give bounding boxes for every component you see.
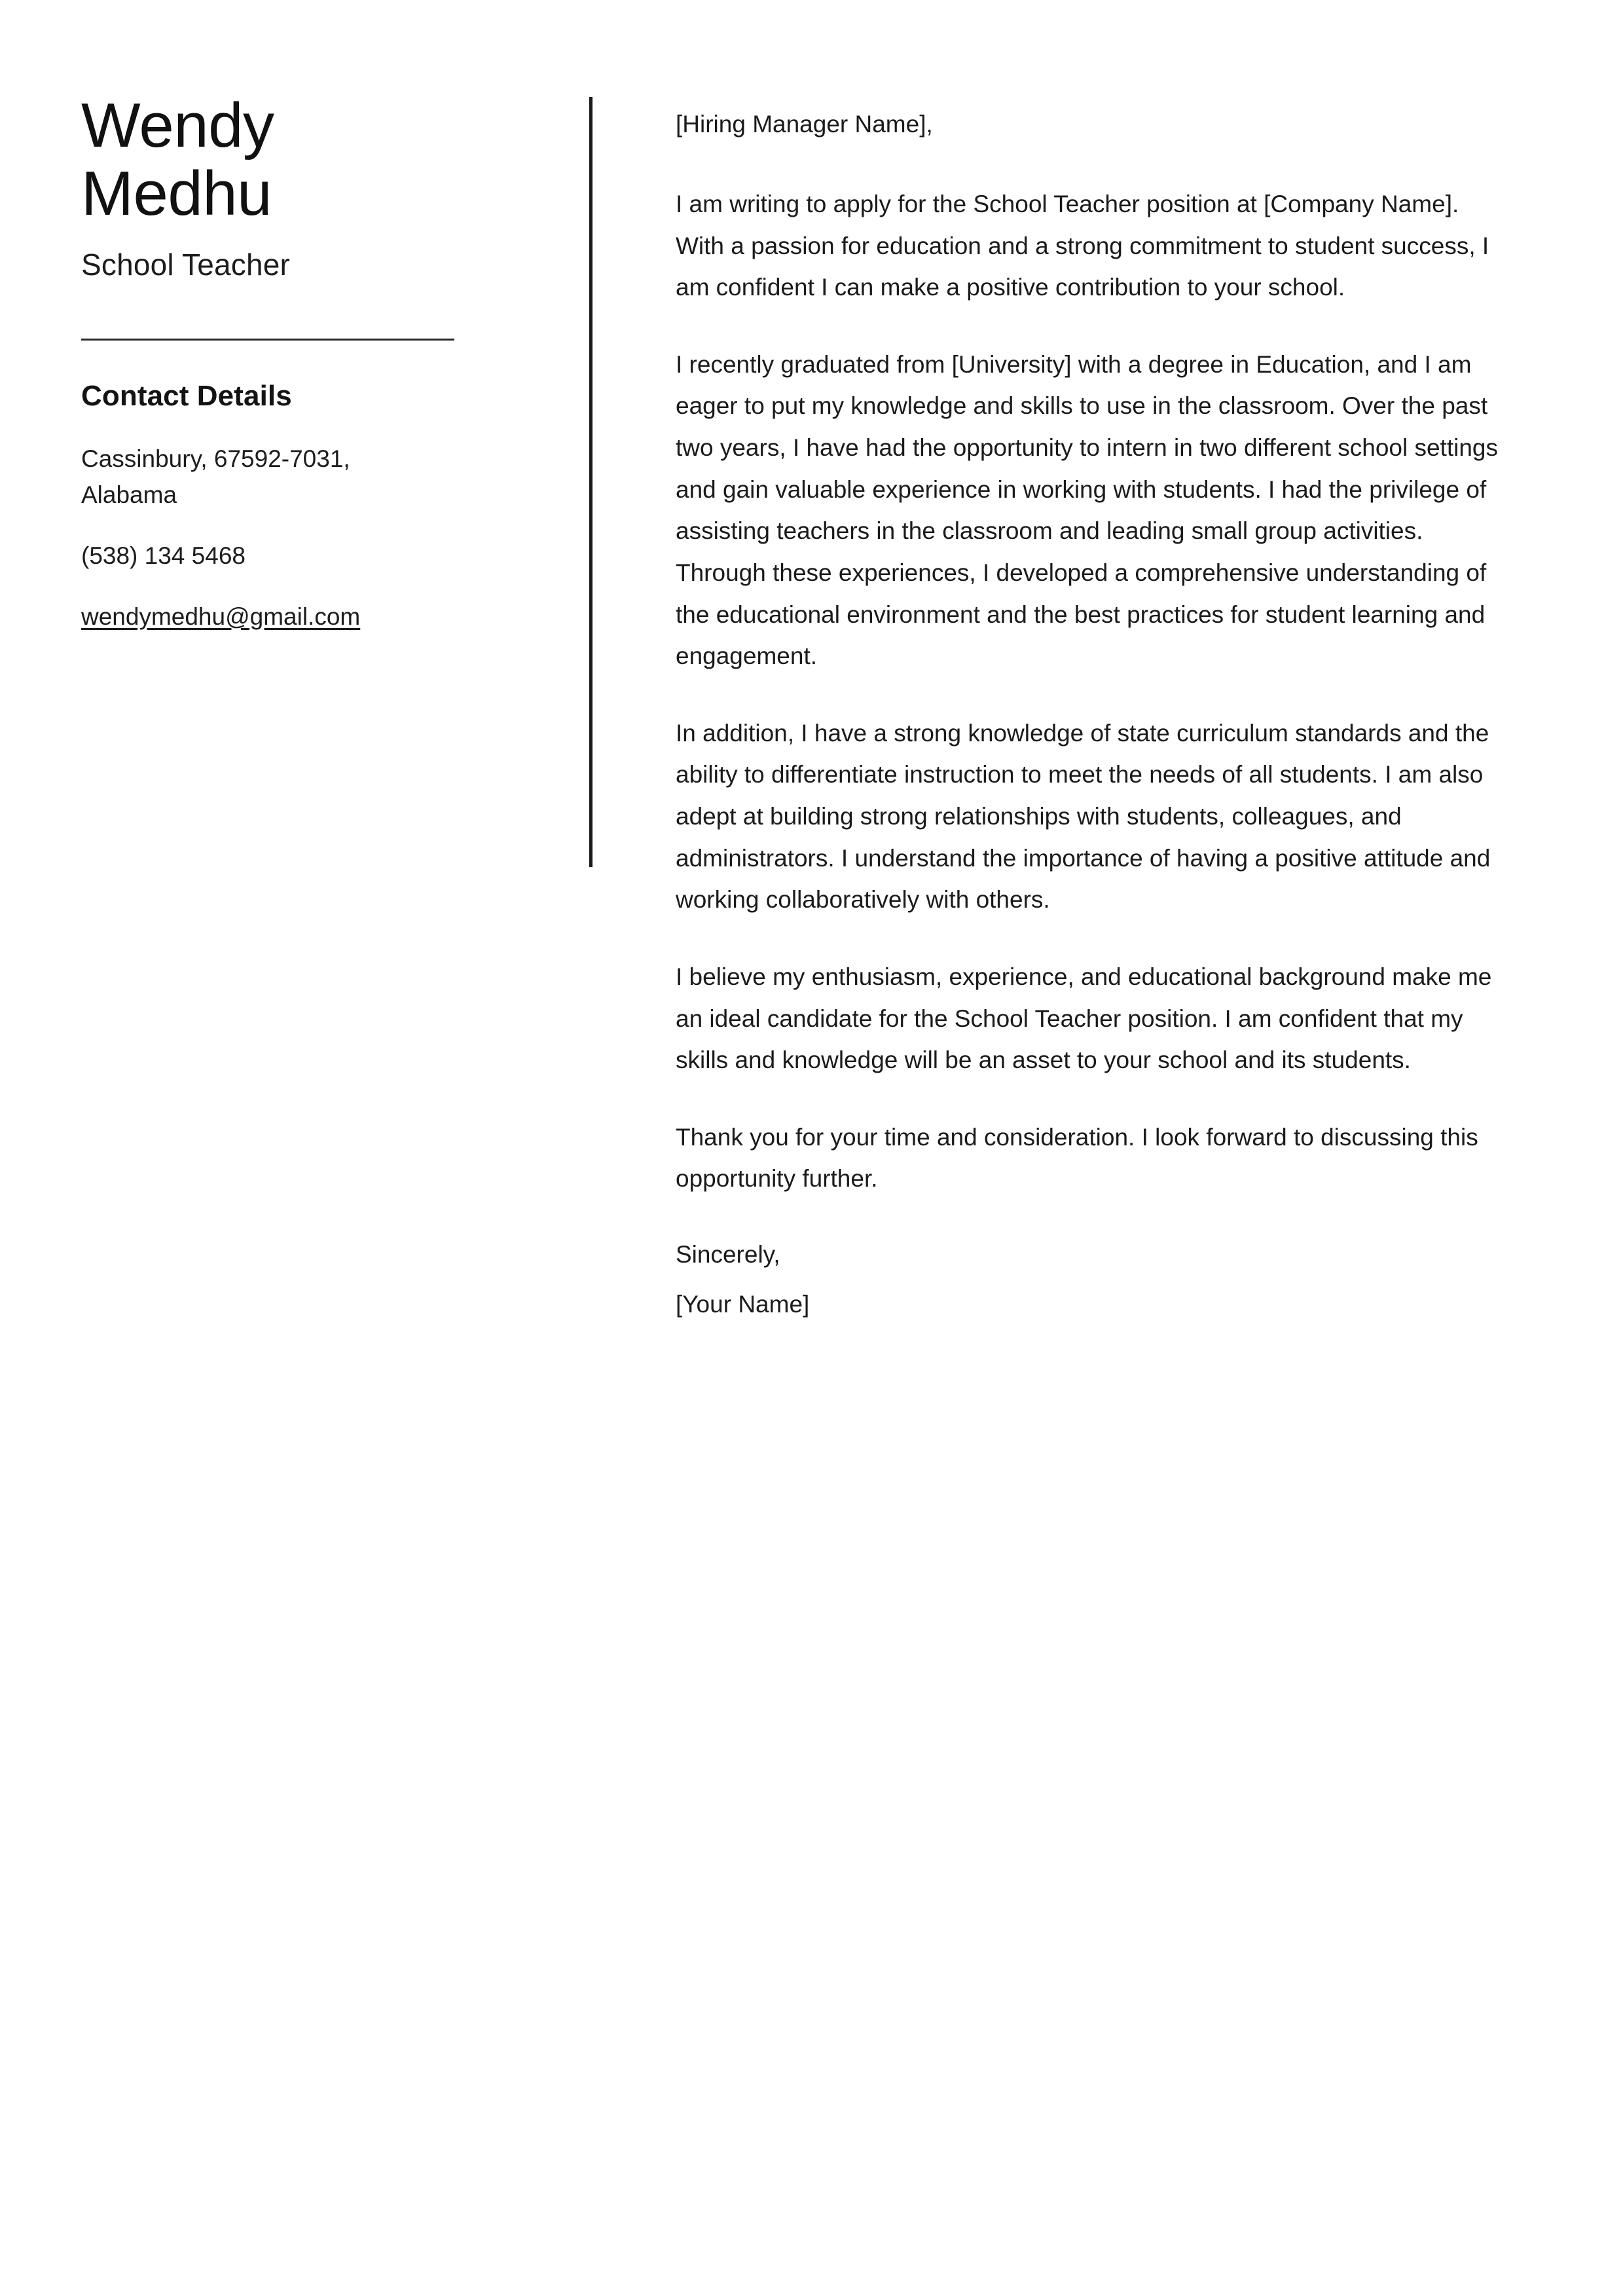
letter-salutation: [Hiring Manager Name], bbox=[676, 111, 933, 138]
sidebar bbox=[0, 0, 589, 635]
letter-signature-name: [Your Name] bbox=[676, 1291, 810, 1318]
contact-address: Cassinbury, 67592-7031, Alabama bbox=[81, 445, 350, 509]
job-title: School Teacher bbox=[81, 248, 291, 282]
contact-details-heading: Contact Details bbox=[81, 380, 292, 413]
contact-email[interactable]: wendymedhu@gmail.com bbox=[81, 602, 361, 630]
header-divider bbox=[81, 339, 454, 341]
letter-paragraph: I am writing to apply for the School Teacher position at [Company Name]. With a passion for education and a strong commitment to student success, I am confident I can make a positive contribution to your school. bbox=[676, 190, 1489, 301]
first-name: Wendy bbox=[81, 90, 274, 160]
letter-closing: Sincerely, bbox=[676, 1241, 780, 1268]
letter-paragraph: I recently graduated from [University] with a degree in Education, and I am eager to put my knowledge and skills to use in the classroom. Over the past two years, I have had the opportunity to intern in two different school settings and gain valuable experience in working with students. I had the privilege of assisting teachers in the classroom and leading small group activities. Through these experiences, I developed a comprehensive understanding of the educational environment and the best practices for student learning and engagement. bbox=[676, 350, 1498, 670]
letter-paragraph: Thank you for your time and consideration. I look forward to discussing this opportunity further. bbox=[676, 1123, 1478, 1193]
letter-paragraph: In addition, I have a strong knowledge of state curriculum standards and the ability to differentiate instruction to meet the needs of all students. I am also adept at building strong relationships with students, colleagues, and administrators. I understand the importance of having a positive attitude and working collaboratively with others. bbox=[676, 719, 1491, 914]
letter-paragraph: I believe my enthusiasm, experience, and educational background make me an ideal candidate for the School Teacher position. I am confident that my skills and knowledge will be an asset to your school and its students. bbox=[676, 963, 1492, 1074]
vertical-divider bbox=[589, 97, 593, 867]
letter-column bbox=[589, 0, 1623, 1324]
last-name: Medhu bbox=[81, 158, 272, 229]
letter-body bbox=[676, 105, 1514, 1324]
contact-phone: (538) 134 5468 bbox=[81, 542, 246, 569]
candidate-name bbox=[81, 92, 589, 227]
